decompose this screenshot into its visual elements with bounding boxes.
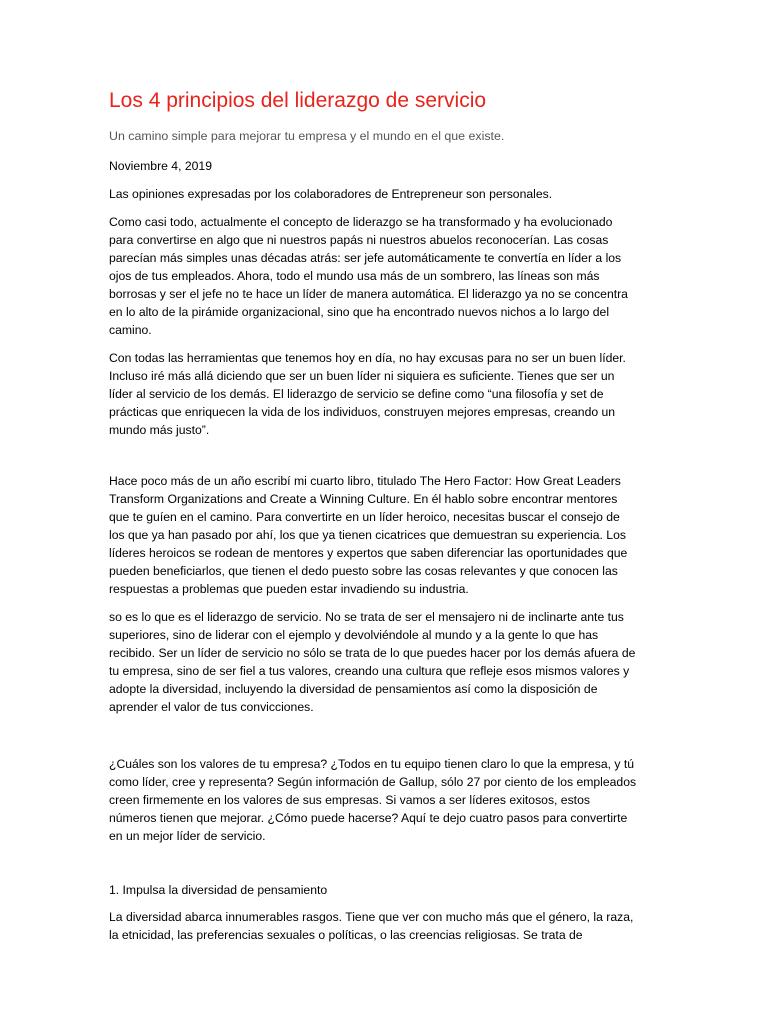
section-heading: 1. Impulsa la diversidad de pensamiento: [109, 883, 328, 897]
body-paragraph: ¿Cuáles son los valores de tu empresa? ¿Todos en tu equipo tienen claro lo que la empresa, y tú como líder, cree y representa? Según información de Gallup, sólo 27 por ciento de los empleados creen firmemente en los valores de sus empresas. Si vamos a ser líderes exitosos, estos números tienen que mejorar. ¿Cómo puede hacerse? Aquí te dejo cuatro pasos para convertirte en un mejor líder de servicio.: [109, 757, 637, 843]
body-paragraph: Como casi todo, actualmente el concepto de liderazgo se ha transformado y ha evolucionado para convertirse en algo que ni nuestros papás ni nuestros abuelos reconocerían. Las cosas parecían más simples unas décadas atrás: ser jefe automáticamente te convertía en líder a los ojos de tus empleados. Ahora, todo el mundo usa más de un sombrero, las líneas son más borrosas y ser el jefe no te hace un líder de manera automática. El liderazgo ya no se concentra en lo alto de la pirámide organizacional, sino que ha encontrado nuevos nichos a lo largo del camino.: [109, 215, 628, 337]
article-subtitle: Un camino simple para mejorar tu empresa y el mundo en el que existe.: [109, 129, 505, 143]
body-paragraph: Con todas las herramientas que tenemos hoy en día, no hay excusas para no ser un buen líder. Incluso iré más allá diciendo que ser un buen líder ni siquiera es suficiente. Tienes que ser un líder al servicio de los demás. El liderazgo de servicio se define como “una filosofía y set de prácticas que enriquecen la vida de los individuos, construyen mejores empresas, creando un mundo más justo”.: [109, 351, 626, 437]
body-paragraph: Hace poco más de un año escribí mi cuarto libro, titulado The Hero Factor: How Great Leaders Transform Organizations and Create a Winning Culture. En él hablo sobre encontrar mentores que te guíen en el camino. Para convertirte en un líder heroico, necesitas buscar el consejo de los que ya han pasado por ahí, los que ya tienen cicatrices que demuestran su experiencia. Los líderes heroicos se rodean de mentores y expertos que saben diferenciar las oportunidades que pueden beneficiarlos, que tienen el dedo puesto sobre las cosas relevantes y que conocen las respuestas a problemas que pueden estar invadiendo su industria.: [109, 474, 628, 596]
body-paragraph: so es lo que es el liderazgo de servicio. No se trata de ser el mensajero ni de inclinarte ante tus superiores, sino de liderar con el ejemplo y devolviéndole al mundo y a la gente lo que has recibido. Ser un líder de servicio no sólo se trata de lo que puedes hacer por los demás afuera de tu empresa, sino de ser fiel a tus valores, creando una cultura que refleje esos mismos valores y adopte la diversidad, incluyendo la diversidad de pensamientos así como la disposición de aprender el valor de tus convicciones.: [109, 610, 636, 714]
section-paragraph: La diversidad abarca innumerables rasgos. Tiene que ver con mucho más que el género, la raza, la etnicidad, las preferencias sexuales o políticas, o las creencias religiosas. Se trata de: [109, 910, 634, 942]
article: [109, 88, 637, 954]
article-title: Los 4 principios del liderazgo de servicio: [109, 89, 487, 112]
article-disclaimer: Las opiniones expresadas por los colaboradores de Entrepreneur son personales.: [109, 187, 553, 201]
article-date: Noviembre 4, 2019: [109, 159, 212, 173]
